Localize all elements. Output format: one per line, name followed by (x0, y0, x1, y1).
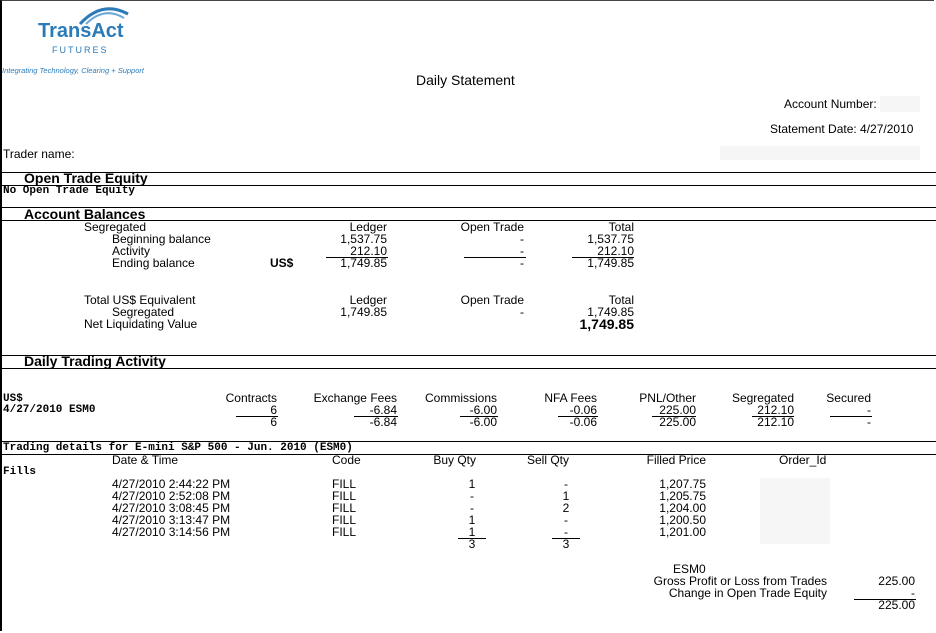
balance-ledger: 212.10 (350, 244, 387, 258)
balance-ledger: 1,537.75 (340, 232, 387, 246)
logo-name: TransAct (38, 20, 124, 42)
fill-buy: - (470, 501, 474, 515)
activity-row-label: 4/27/2010 ESM0 (3, 404, 96, 416)
balance-total: 212.10 (597, 244, 634, 258)
details-header: Date & Time (112, 453, 179, 467)
activity-cell: -6.84 (369, 403, 397, 417)
summary-symbol: ESM0 (673, 562, 706, 576)
fill-sell: - (564, 513, 568, 527)
fill-datetime: 4/27/2010 2:52:08 PM (112, 489, 231, 503)
col-total: Total (608, 220, 634, 234)
details-header: Order_Id (779, 453, 827, 467)
net-liq-label: Net Liquidating Value (84, 317, 198, 331)
fill-sell: - (564, 525, 568, 539)
col-total: Total (608, 293, 634, 307)
fill-buy: 1 (468, 525, 476, 539)
redacted-trader-info (720, 146, 920, 160)
activity-header: Exchange Fees (313, 391, 397, 405)
fill-code: FILL (332, 513, 357, 527)
details-header: Filled Price (646, 453, 706, 467)
fill-price: 1,200.50 (659, 513, 706, 527)
col-ledger: Ledger (349, 220, 387, 234)
activity-total: 6 (270, 415, 277, 429)
gross-label: Gross Profit or Loss from Trades (653, 574, 827, 588)
activity-header: NFA Fees (544, 391, 597, 405)
details-header: Buy Qty (433, 453, 476, 467)
balance-label: Ending balance (112, 256, 195, 270)
col-open-trade: Open Trade (460, 293, 524, 307)
balance-open: - (520, 232, 524, 246)
segregated-label: Segregated (84, 220, 147, 234)
activity-header: Contracts (225, 391, 277, 405)
fill-code: FILL (332, 501, 357, 515)
logo-sub: FUTURES (52, 45, 109, 55)
activity-cell: -0.06 (569, 403, 597, 417)
activity-total: -0.06 (569, 415, 597, 429)
section-account-balances: Account Balances (24, 206, 146, 222)
fill-price: 1,205.75 (659, 489, 706, 503)
balance-total: 1,537.75 (587, 232, 634, 246)
fills-label: Fills (3, 466, 37, 478)
equiv-label: Total US$ Equivalent (84, 293, 196, 307)
activity-header: Segregated (731, 391, 794, 405)
fill-buy: - (470, 489, 474, 503)
page-title: Daily Statement (416, 72, 515, 88)
balance-open: - (520, 244, 524, 258)
balance-label: Beginning balance (112, 232, 211, 246)
balance-open: - (520, 256, 524, 270)
section-rule (2, 185, 936, 186)
net-liq-value: 1,749.85 (579, 316, 634, 332)
redacted-account-number (880, 96, 920, 112)
activity-total: - (867, 415, 871, 429)
equiv-open: - (520, 305, 524, 319)
activity-total: -6.00 (469, 415, 497, 429)
change-label: Change in Open Trade Equity (668, 586, 827, 600)
activity-cell: -6.00 (469, 403, 497, 417)
fill-datetime: 4/27/2010 3:14:56 PM (112, 525, 231, 539)
fill-sell: 2 (562, 501, 570, 515)
logo-tagline: Integrating Technology, Clearing + Support (2, 66, 144, 75)
fill-datetime: 4/27/2010 3:08:45 PM (112, 501, 231, 515)
activity-currency: US$ (3, 393, 23, 405)
statement-date: Statement Date: 4/27/2010 (770, 122, 914, 136)
fill-price: 1,207.75 (659, 477, 706, 491)
fill-datetime: 4/27/2010 3:13:47 PM (112, 513, 231, 527)
activity-header: PNL/Other (639, 391, 696, 405)
currency-label: US$ (270, 256, 294, 270)
balance-ledger: 1,749.85 (340, 256, 387, 270)
account-number-label: Account Number: (784, 97, 877, 111)
fill-code: FILL (332, 477, 357, 491)
activity-cell: - (867, 403, 871, 417)
summary-total: 225.00 (878, 598, 915, 612)
fill-code: FILL (332, 489, 357, 503)
details-header: Sell Qty (526, 453, 569, 467)
fill-datetime: 4/27/2010 2:44:22 PM (112, 477, 231, 491)
sell-total: 3 (562, 537, 570, 551)
company-logo (2, 4, 158, 76)
activity-total: 212.10 (757, 415, 794, 429)
equiv-seg-label: Segregated (112, 305, 175, 319)
redacted-order-ids (760, 478, 830, 544)
col-open-trade: Open Trade (460, 220, 524, 234)
fill-sell: 1 (562, 489, 570, 503)
activity-header: Commissions (424, 391, 497, 405)
col-ledger: Ledger (349, 293, 387, 307)
activity-header: Secured (826, 391, 871, 405)
details-title: Trading details for E-mini S&P 500 - Jun. 2010 (ESM0) (3, 442, 353, 454)
fill-price: 1,204.00 (659, 501, 706, 515)
activity-cell: 212.10 (757, 403, 794, 417)
activity-cell: 225.00 (659, 403, 696, 417)
details-header: Code (332, 453, 361, 467)
fill-buy: 1 (468, 477, 476, 491)
section-open-trade-equity: Open Trade Equity (24, 170, 148, 186)
fill-buy: 1 (468, 513, 476, 527)
fill-code: FILL (332, 525, 357, 539)
section-rule (2, 368, 936, 369)
section-daily-trading-activity: Daily Trading Activity (24, 353, 166, 369)
equiv-ledger: 1,749.85 (340, 305, 387, 319)
activity-total: -6.84 (369, 415, 397, 429)
buy-total: 3 (468, 537, 476, 551)
fill-price: 1,201.00 (659, 525, 706, 539)
equiv-total: 1,749.85 (587, 305, 634, 319)
balance-total: 1,749.85 (587, 256, 634, 270)
balance-label: Activity (112, 244, 151, 258)
activity-total: 225.00 (659, 415, 696, 429)
no-open-trade-equity: No Open Trade Equity (3, 185, 136, 197)
change-value: - (911, 586, 915, 600)
trader-name-label: Trader name: (3, 147, 75, 161)
activity-cell: 6 (270, 403, 277, 417)
fill-sell: - (564, 477, 568, 491)
gross-value: 225.00 (878, 574, 915, 588)
